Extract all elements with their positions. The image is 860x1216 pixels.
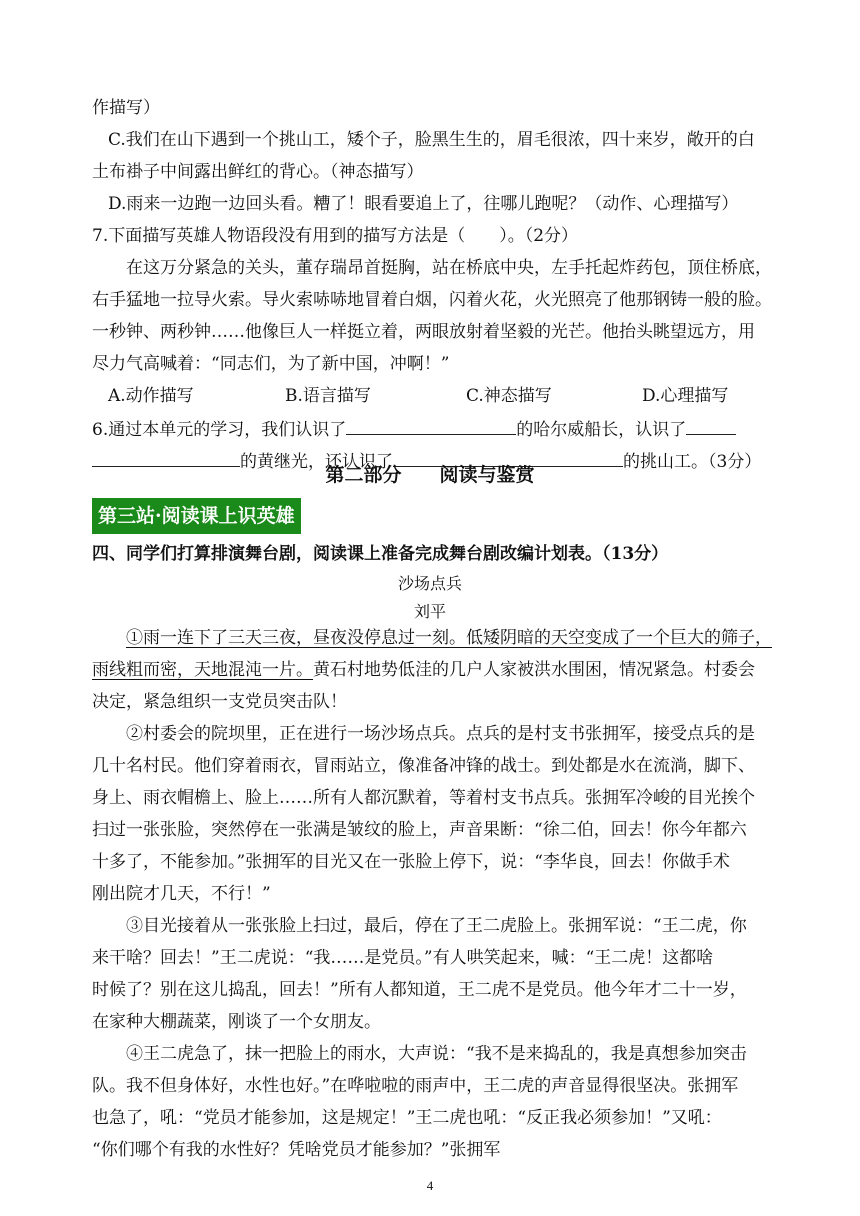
question-6-text-a: 6.通过本单元的学习，我们认识了 (92, 420, 347, 440)
paragraph-4-line-4: “你们哪个有我的水性好？凭啥党员才能参加？”张拥军 (92, 1140, 501, 1160)
paragraph-1-line-2-rest: 黄石村地势低洼的几户人家被洪水围困，情况紧急。村委会 (313, 660, 755, 680)
question-7-passage-line-3: 一秒钟、两秒钟……他像巨人一样挺立着，两眼放射着坚毅的光芒。他抬头眺望远方，用 (92, 322, 755, 342)
option-c-line-1: C.我们在山下遇到一个挑山工，矮个子，脸黑生生的，眉毛很浓，四十来岁，敞开的白 (108, 130, 755, 150)
paragraph-3-line-4: 在家种大棚蔬菜，刚谈了一个女朋友。 (92, 1012, 381, 1032)
article-author: 刘平 (413, 602, 446, 621)
question-4-stem: 四、同学们打算排演舞台剧，阅读课上准备完成舞台剧改编计划表。（13分） (92, 544, 669, 564)
article-title: 沙场点兵 (397, 574, 462, 593)
question-6-line-1 (92, 416, 736, 442)
paragraph-4-line-1: ④王二虎急了，抹一把脸上的雨水，大声说：“我不是来捣乱的，我是真想参加突击 (126, 1044, 747, 1064)
question-6-text-d: 的挑山工。（3分） (623, 452, 762, 472)
paragraph-3-line-2: 来干啥？回去！”王二虎说：“我……是党员。”有人哄笑起来，喊：“王二虎！这都啥 (92, 948, 714, 968)
paragraph-3-line-1: ③目光接着从一张张脸上扫过，最后，停在了王二虎脸上。张拥军说：“王二虎，你 (126, 916, 747, 936)
paragraph-2-line-4: 扫过一张张脸，突然停在一张满是皱纹的脸上，声音果断：“徐二伯，回去！你今年都六 (92, 820, 747, 840)
underlined-phrase: 雨线粗而密，天地混沌一片。 (92, 660, 313, 680)
question-7-passage-line-4: 尽力气高喊着：“同志们，为了新中国，冲啊！” (92, 354, 450, 374)
part-2-title: 第二部分 阅读与鉴赏 (325, 464, 535, 486)
paragraph-1-line-2 (92, 658, 755, 682)
paragraph-2-line-5: 十多了，不能参加。”张拥军的目光又在一张脸上停下，说：“李华良，回去！你做手术 (92, 852, 730, 872)
question-7-stem: 7.下面描写英雄人物语段没有用到的描写方法是（ ）。（2分） (92, 226, 579, 246)
paragraph-2-line-1: ②村委会的院坝里，正在进行一场沙场点兵。点兵的是村支书张拥军，接受点兵的是 (126, 724, 755, 744)
question-7-option-d: D.心理描写 (642, 386, 729, 406)
option-d: D.雨来一边跑一边回头看。糟了！眼看要追上了，往哪儿跑呢？（动作、心理描写） (108, 194, 739, 214)
question-7-passage-line-1: 在这万分紧急的关头，董存瑞昂首挺胸，站在桥底中央，左手托起炸药包，顶住桥底， (126, 258, 772, 278)
paragraph-2-line-2: 几十名村民。他们穿着雨衣，冒雨站立，像准备冲锋的战士。到处都是水在流淌，脚下、 (92, 756, 755, 776)
paragraph-4-line-2: 队。我不但身体好，水性也好。”在哗啦啦的雨声中，王二虎的声音显得很坚决。张拥军 (92, 1076, 739, 1096)
answer-blank-1[interactable] (346, 416, 516, 435)
paragraph-1-line-3: 决定，紧急组织一支党员突击队！ (92, 692, 347, 712)
paragraph-2-line-6: 刚出院才几天，不行！” (92, 884, 271, 904)
page-number: 4 (426, 1178, 434, 1193)
paragraph-2-line-3: 身上、雨衣帽檐上、脸上……所有人都沉默着，等着村支书点兵。张拥军冷峻的目光挨个 (92, 788, 755, 808)
question-6-text-c: 的黄继光，还认识了 (240, 452, 393, 472)
paragraph-4-line-3: 也急了，吼：“党员才能参加，这是规定！”王二虎也吼：“反正我必须参加！”又吼： (92, 1108, 722, 1128)
option-c-line-2: 土布褂子中间露出鲜红的背心。（神态描写） (92, 162, 424, 182)
paragraph-1-line-1: ①雨一连下了三天三夜，昼夜没停息过一刻。低矮阴暗的天空变成了一个巨大的筛子， (126, 628, 772, 648)
question-7-option-c: C.神态描写 (466, 386, 552, 406)
question-continuation: 作描写） (92, 98, 160, 118)
paragraph-3-line-3: 时候了？别在这儿捣乱，回去！”所有人都知道，王二虎不是党员。他今年才二十一岁， (92, 980, 747, 1000)
station-badge: 第三站·阅读课上识英雄 (92, 498, 301, 534)
answer-blank-2-start[interactable] (686, 416, 736, 435)
question-7-passage-line-2: 右手猛地一拉导火索。导火索哧哧地冒着白烟，闪着火花，火光照亮了他那钢铸一般的脸。 (92, 290, 772, 310)
question-6-text-b: 的哈尔威船长，认识了 (516, 420, 687, 440)
question-7-option-a: A.动作描写 (108, 386, 194, 406)
question-7-option-b: B.语言描写 (285, 386, 371, 406)
